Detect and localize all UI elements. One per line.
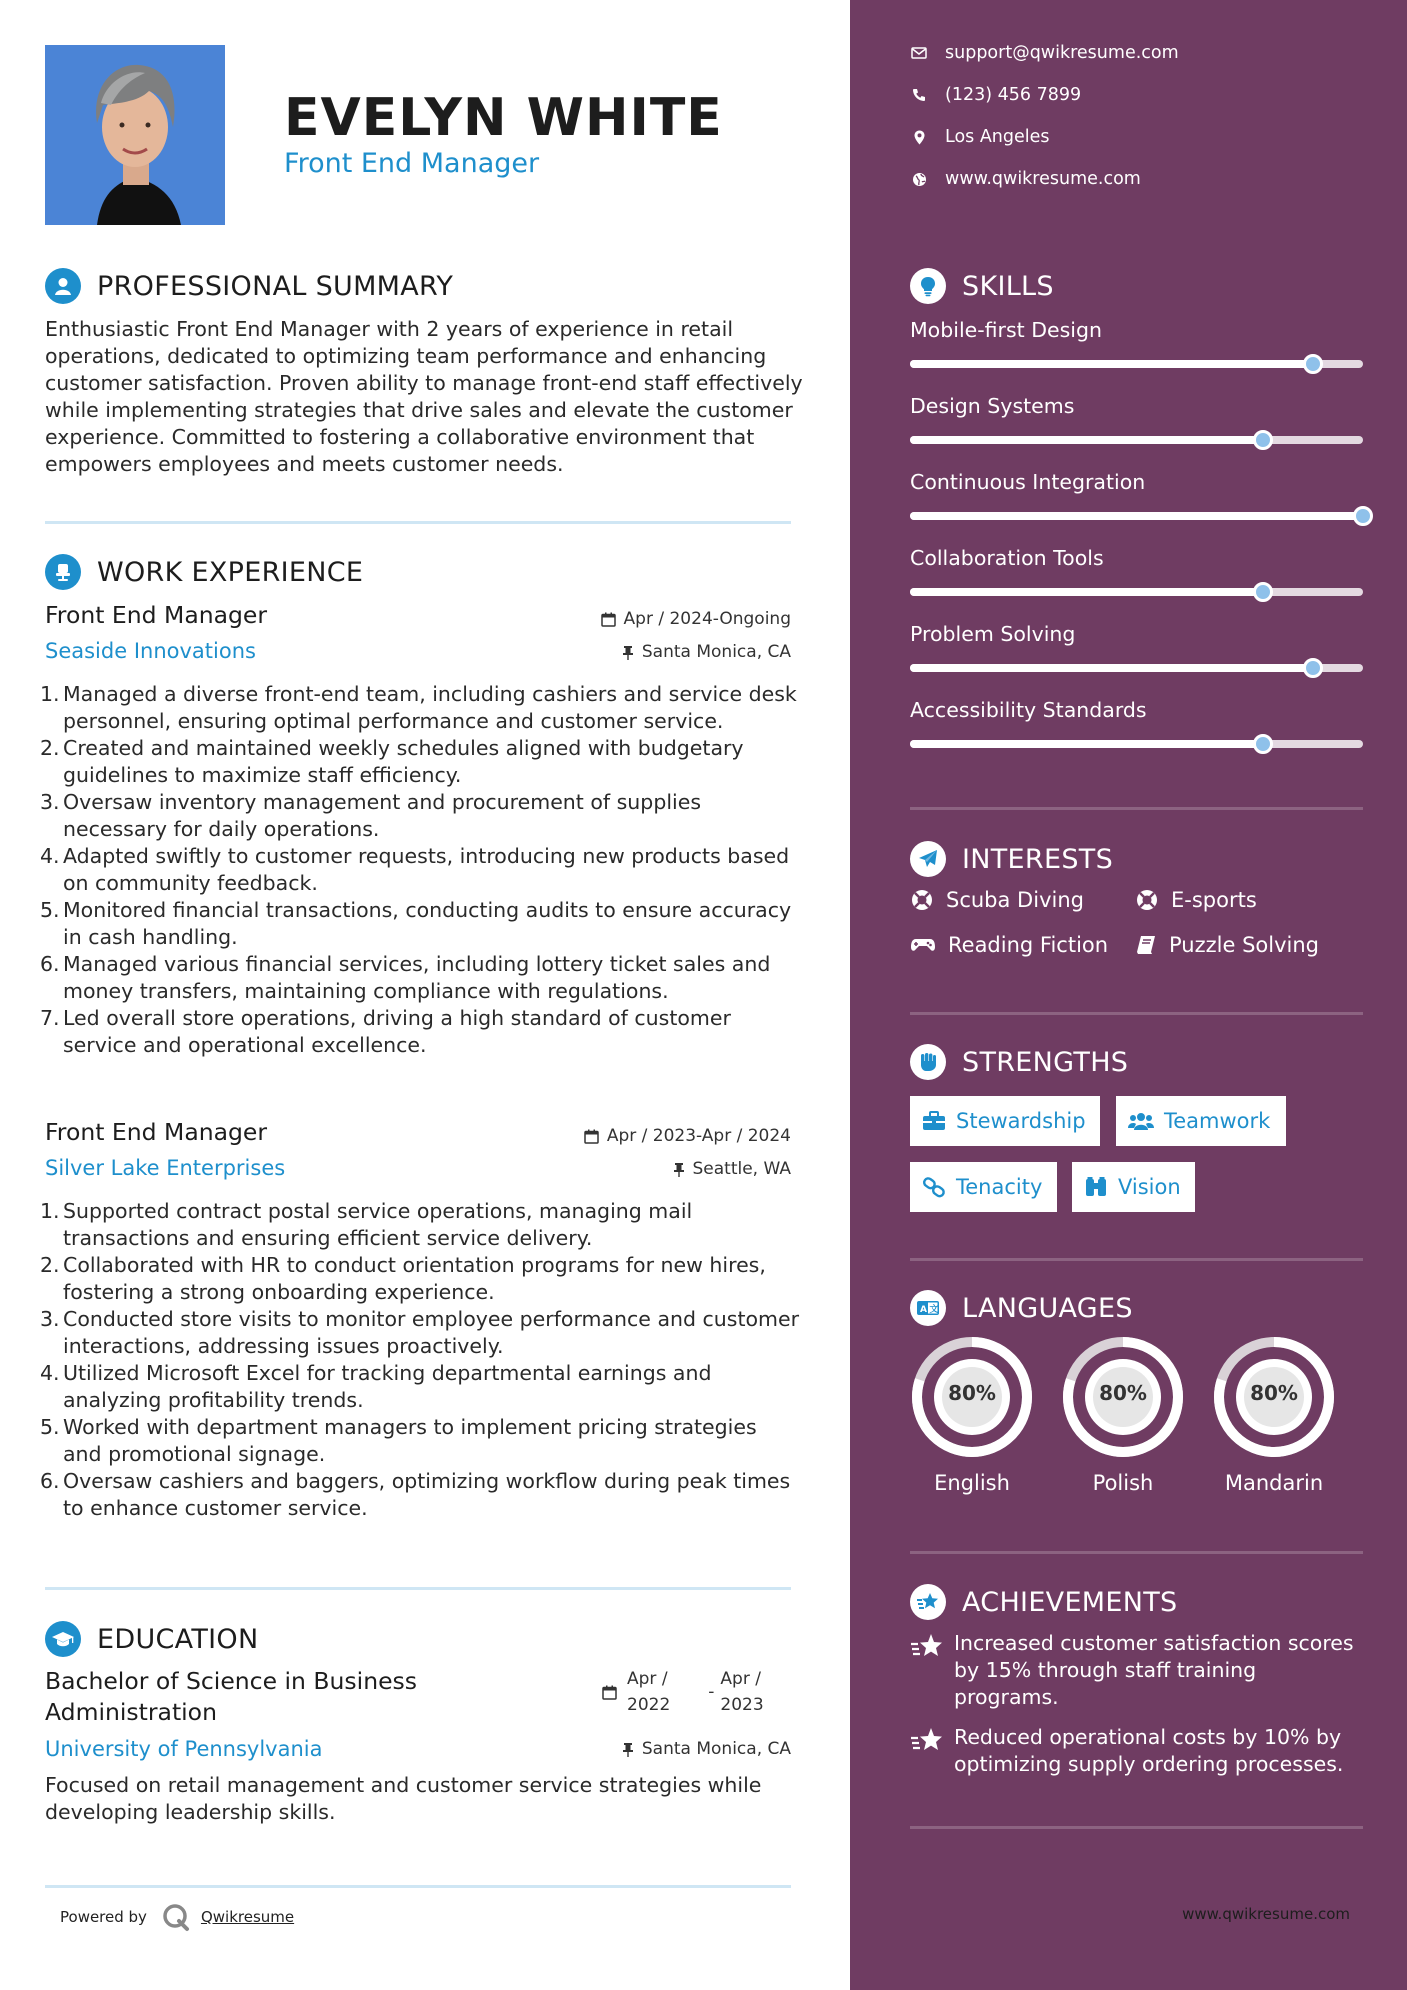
language-name: Polish bbox=[1092, 1471, 1154, 1495]
fist-icon bbox=[910, 1044, 946, 1080]
duty-item: Supported contract postal service operations, managing mail transactions and ensuring efficient service delivery. bbox=[63, 1199, 693, 1250]
interests-heading: INTERESTS bbox=[962, 843, 1114, 875]
svg-text:A: A bbox=[920, 1305, 927, 1315]
job-company: Silver Lake Enterprises bbox=[45, 1156, 286, 1180]
skill-bar-fill bbox=[910, 588, 1263, 596]
duty-item: Oversaw inventory management and procurement of supplies necessary for daily operations. bbox=[63, 790, 702, 841]
section-divider bbox=[910, 1826, 1363, 1829]
phone-text: (123) 456 7899 bbox=[945, 85, 1082, 105]
duty-item: Managed various financial services, including lottery ticket sales and money transfers, maintaining compliance with regulations. bbox=[63, 952, 771, 1003]
duty-item: Utilized Microsoft Excel for tracking departmental earnings and analyzing profitability trends. bbox=[63, 1361, 712, 1412]
skill-bar-fill bbox=[910, 664, 1313, 672]
profile-photo bbox=[45, 45, 225, 225]
experience-heading: WORK EXPERIENCE bbox=[97, 556, 364, 588]
duty-item: Monitored financial transactions, conducting audits to ensure accuracy in cash handling. bbox=[63, 898, 792, 949]
contact-phone[interactable] bbox=[910, 85, 1081, 105]
chair-icon bbox=[45, 554, 81, 590]
language-ring bbox=[1061, 1335, 1185, 1463]
link-icon bbox=[922, 1176, 946, 1198]
strength-pill bbox=[910, 1162, 1057, 1212]
lifebuoy-icon bbox=[910, 888, 934, 912]
job-dates bbox=[601, 609, 791, 629]
education-heading: EDUCATION bbox=[97, 1623, 259, 1655]
skill-level-knob bbox=[1253, 582, 1273, 602]
skill-level-knob bbox=[1353, 506, 1373, 526]
qwikresume-logo-icon bbox=[161, 1902, 191, 1932]
star-icon bbox=[910, 1726, 944, 1754]
skill-label: Continuous Integration bbox=[910, 470, 1146, 494]
end-date-line: 2023 bbox=[720, 1695, 764, 1715]
start-date-line: Apr / bbox=[627, 1669, 668, 1689]
email-text: support@qwikresume.com bbox=[945, 43, 1179, 63]
education-header bbox=[45, 1621, 258, 1657]
strength-label: Stewardship bbox=[956, 1109, 1086, 1133]
skill-bar bbox=[910, 588, 1363, 596]
job-title: Front End Manager bbox=[45, 1118, 268, 1146]
interest-item bbox=[910, 888, 1084, 912]
skills-heading: SKILLS bbox=[962, 270, 1054, 302]
start-date-line: 2022 bbox=[627, 1695, 671, 1715]
sidebar bbox=[850, 0, 1407, 1990]
skill-bar-fill bbox=[910, 360, 1313, 368]
duty-item: Managed a diverse front-end team, including cashiers and service desk personnel, ensuring optimal performance and customer service. bbox=[63, 682, 797, 733]
skill-label: Accessibility Standards bbox=[910, 698, 1147, 722]
achievement-item bbox=[910, 1724, 1360, 1778]
duty-item: Worked with department managers to implement pricing strategies and promotional signage. bbox=[63, 1415, 757, 1466]
skill-level-knob bbox=[1303, 354, 1323, 374]
duty-item: Oversaw cashiers and baggers, optimizing workflow during peak times to enhance customer service. bbox=[63, 1469, 791, 1520]
qwikresume-link[interactable]: Qwikresume bbox=[200, 1908, 295, 1926]
languages-header bbox=[910, 1290, 1133, 1326]
language-level: 80% bbox=[1250, 1381, 1298, 1405]
users-icon bbox=[1128, 1111, 1154, 1131]
pin-icon bbox=[622, 645, 634, 660]
duty-item: Created and maintained weekly schedules aligned with budgetary guidelines to maximize staff efficiency. bbox=[63, 736, 744, 787]
interest-label: Puzzle Solving bbox=[1169, 933, 1319, 957]
person-portrait-icon bbox=[45, 45, 225, 225]
interest-item bbox=[1135, 888, 1257, 912]
achievement-text: Increased customer satisfaction scores by 15% through staff training programs. bbox=[954, 1631, 1354, 1709]
degree-line: Bachelor of Science in Business bbox=[45, 1667, 418, 1695]
section-divider bbox=[910, 807, 1363, 810]
job-duties-list bbox=[40, 681, 800, 1059]
skill-bar-fill bbox=[910, 512, 1363, 520]
lightbulb-icon bbox=[910, 268, 946, 304]
skill-bar bbox=[910, 664, 1363, 672]
summary-text: Enthusiastic Front End Manager with 2 years of experience in retail operations, dedicated to optimizing team performance and enhancing customer satisfaction. Proven ability to manage front-end staff effectively while implementing strategies that drive sales and elevate the customer experience. Committed to fostering a collaborative environment that empowers employees and meets customer needs. bbox=[45, 317, 803, 476]
star-icon bbox=[910, 1632, 944, 1660]
translate-icon bbox=[910, 1290, 946, 1326]
duty-item: Led overall store operations, driving a high standard of customer service and operational excellence. bbox=[63, 1006, 731, 1057]
degree-line: Administration bbox=[45, 1698, 217, 1726]
job-location-text: Seattle, WA bbox=[692, 1159, 791, 1179]
languages-heading: LANGUAGES bbox=[962, 1292, 1133, 1324]
job-location-text: Santa Monica, CA bbox=[641, 642, 791, 662]
duty-item: Conducted store visits to monitor employee performance and customer interactions, addressing issues proactively. bbox=[63, 1307, 800, 1358]
interest-label: Reading Fiction bbox=[948, 933, 1109, 957]
candidate-title: Front End Manager bbox=[284, 148, 540, 179]
calendar-icon bbox=[602, 1685, 617, 1700]
strength-label: Vision bbox=[1118, 1175, 1181, 1199]
skill-label: Problem Solving bbox=[910, 622, 1076, 646]
language-ring bbox=[910, 1335, 1034, 1463]
powered-by-label: Powered by bbox=[60, 1908, 147, 1926]
section-divider bbox=[45, 1885, 791, 1888]
location-text: Los Angeles bbox=[945, 127, 1050, 147]
language-ring bbox=[1212, 1335, 1336, 1463]
svg-text:文: 文 bbox=[929, 1305, 939, 1315]
strengths-heading: STRENGTHS bbox=[962, 1046, 1129, 1078]
skill-level-knob bbox=[1303, 658, 1323, 678]
date-separator: - bbox=[708, 1682, 715, 1702]
job-dates bbox=[584, 1126, 791, 1146]
summary-heading: PROFESSIONAL SUMMARY bbox=[97, 270, 454, 302]
end-date bbox=[720, 1666, 763, 1718]
end-date-line: Apr / bbox=[720, 1669, 761, 1689]
strength-pill bbox=[1116, 1096, 1286, 1146]
degree-title bbox=[45, 1666, 417, 1728]
section-divider bbox=[45, 521, 791, 524]
pin-icon bbox=[673, 1162, 685, 1177]
skill-bar bbox=[910, 512, 1363, 520]
interest-item bbox=[1135, 933, 1319, 957]
school-name: University of Pennsylvania bbox=[45, 1737, 323, 1761]
contact-website[interactable] bbox=[910, 169, 1141, 189]
education-location bbox=[622, 1739, 791, 1759]
strength-label: Tenacity bbox=[956, 1175, 1043, 1199]
interests-header bbox=[910, 841, 1113, 877]
skill-bar-fill bbox=[910, 740, 1263, 748]
job-dates-text: Apr / 2023-Apr / 2024 bbox=[606, 1126, 791, 1146]
skill-bar-fill bbox=[910, 436, 1263, 444]
star-badge-icon bbox=[910, 1584, 946, 1620]
education-location-text: Santa Monica, CA bbox=[641, 1739, 791, 1759]
strength-pill bbox=[910, 1096, 1100, 1146]
job-title: Front End Manager bbox=[45, 601, 268, 629]
language-name: Mandarin bbox=[1224, 1471, 1324, 1495]
job-location bbox=[622, 642, 791, 662]
job-dates-text: Apr / 2024-Ongoing bbox=[623, 609, 791, 629]
briefcase-icon bbox=[922, 1111, 946, 1131]
education-description: Focused on retail management and customer service strategies while developing leadership skills. bbox=[45, 1773, 762, 1824]
footer-website[interactable]: www.qwikresume.com bbox=[1182, 1905, 1350, 1923]
gamepad-icon bbox=[910, 935, 936, 955]
globe-icon bbox=[912, 172, 927, 187]
skills-header bbox=[910, 268, 1054, 304]
job-company: Seaside Innovations bbox=[45, 639, 256, 663]
skill-level-knob bbox=[1253, 430, 1273, 450]
strengths-header bbox=[910, 1044, 1128, 1080]
envelope-icon bbox=[911, 47, 927, 59]
contact-email[interactable] bbox=[910, 43, 1179, 63]
calendar-icon bbox=[584, 1129, 599, 1144]
achievements-heading: ACHIEVEMENTS bbox=[962, 1586, 1178, 1618]
interest-label: E-sports bbox=[1171, 888, 1257, 912]
interest-item bbox=[910, 933, 1108, 957]
interest-label: Scuba Diving bbox=[946, 888, 1084, 912]
calendar-icon bbox=[601, 612, 616, 627]
achievements-header bbox=[910, 1584, 1178, 1620]
paper-plane-icon bbox=[910, 841, 946, 877]
section-divider bbox=[910, 1012, 1363, 1015]
skill-bar bbox=[910, 740, 1363, 748]
achievement-text: Reduced operational costs by 10% by optimizing supply ordering processes. bbox=[954, 1725, 1344, 1776]
job-location bbox=[673, 1159, 792, 1179]
language-level: 80% bbox=[1099, 1381, 1147, 1405]
section-divider bbox=[910, 1551, 1363, 1554]
section-divider bbox=[45, 1587, 791, 1590]
education-dates bbox=[602, 1666, 764, 1718]
phone-icon bbox=[912, 88, 926, 102]
start-date bbox=[627, 1666, 670, 1718]
language-level: 80% bbox=[948, 1381, 996, 1405]
book-icon bbox=[1135, 934, 1157, 956]
graduation-cap-icon bbox=[45, 1621, 81, 1657]
strength-pill bbox=[1072, 1162, 1195, 1212]
user-icon bbox=[45, 268, 81, 304]
strength-label: Teamwork bbox=[1164, 1109, 1271, 1133]
binoculars-icon bbox=[1084, 1176, 1108, 1198]
powered-by bbox=[60, 1902, 294, 1932]
skill-label: Collaboration Tools bbox=[910, 546, 1104, 570]
skill-label: Mobile-first Design bbox=[910, 318, 1102, 342]
location-pin-icon bbox=[914, 130, 925, 145]
skill-level-knob bbox=[1253, 734, 1273, 754]
achievement-item bbox=[910, 1630, 1360, 1711]
pin-icon bbox=[622, 1742, 634, 1757]
summary-header bbox=[45, 268, 453, 304]
experience-header bbox=[45, 554, 363, 590]
skill-label: Design Systems bbox=[910, 394, 1075, 418]
contact-location bbox=[910, 127, 1050, 147]
duty-item: Adapted swiftly to customer requests, introducing new products based on community feedback. bbox=[63, 844, 790, 895]
skill-bar bbox=[910, 360, 1363, 368]
skill-bar bbox=[910, 436, 1363, 444]
website-text: www.qwikresume.com bbox=[945, 169, 1141, 189]
duty-item: Collaborated with HR to conduct orientation programs for new hires, fostering a strong onboarding experience. bbox=[63, 1253, 766, 1304]
lifebuoy-icon bbox=[1135, 888, 1159, 912]
candidate-name: EVELYN WHITE bbox=[284, 88, 723, 148]
job-duties-list bbox=[40, 1198, 800, 1522]
language-name: English bbox=[934, 1471, 1010, 1495]
section-divider bbox=[910, 1258, 1363, 1261]
